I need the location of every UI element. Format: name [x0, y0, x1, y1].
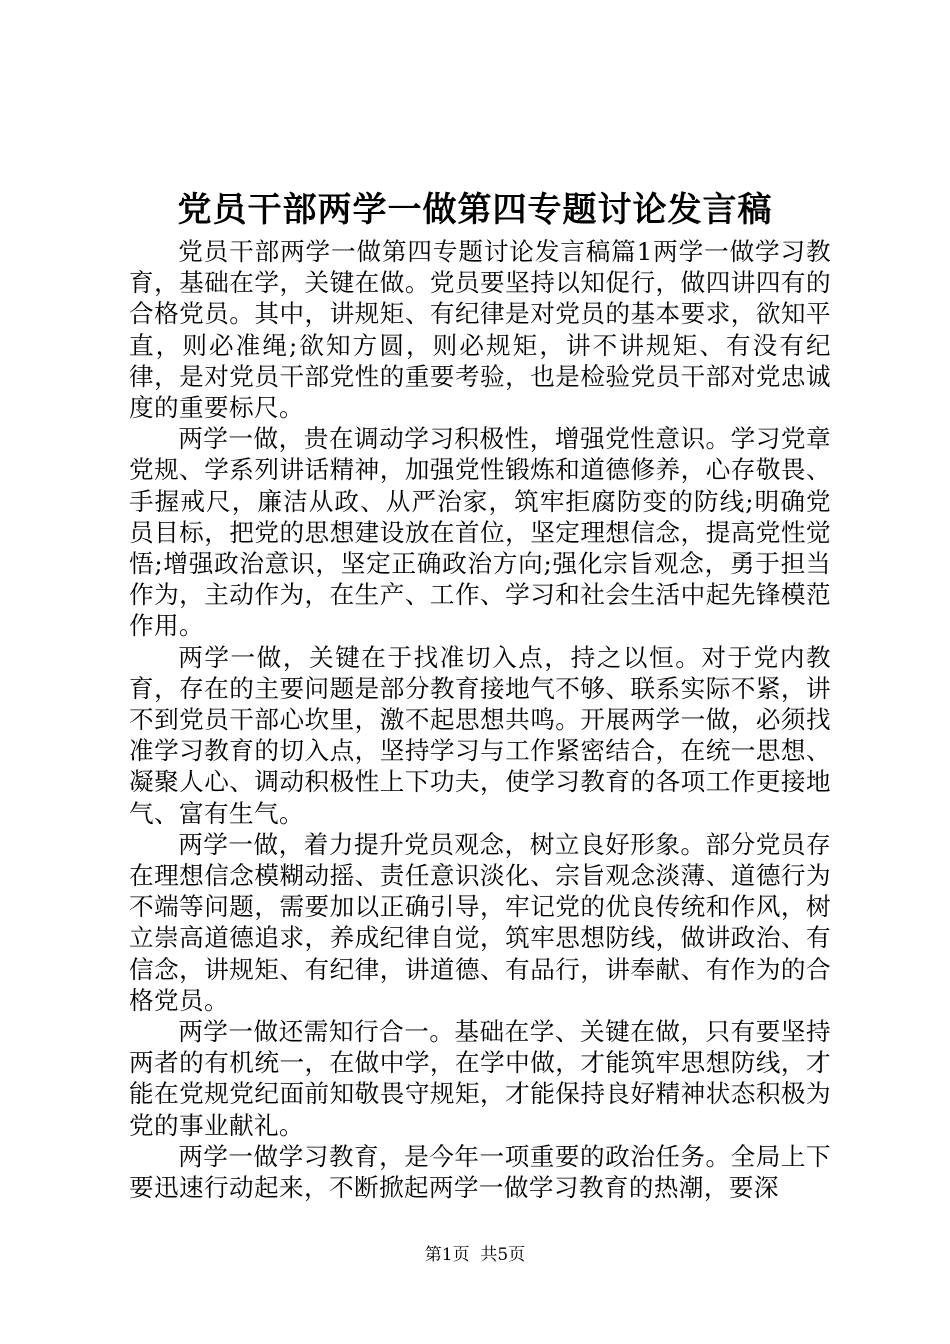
paragraph: 两学一做，关键在于找准切入点，持之以恒。对于党内教育，存在的主要问题是部分教育接地气不够、联系实际不紧，讲不到党员干部心坎里，激不起思想共鸣。开展两学一做，必须找准学习教育的切入点，坚持学习与工作紧密结合，在统一思想、凝聚人心、调动积极性上下功夫，使学习教育的各项工作更接地气、富有生气。 [129, 642, 831, 828]
paragraph: 党员干部两学一做第四专题讨论发言稿篇1两学一做学习教育，基础在学，关键在做。党员要坚持以知促行，做四讲四有的合格党员。其中，讲规矩、有纪律是对党员的基本要求，欲知平直，则必准绳;欲知方圆，则必规矩，讲不讲规矩、有没有纪律，是对党员干部党性的重要考验，也是检验党员干部对党忠诚度的重要标尺。 [129, 237, 831, 423]
paragraph: 两学一做学习教育，是今年一项重要的政治任务。全局上下要迅速行动起来，不断掀起两学一做学习教育的热潮，要深 [129, 1141, 831, 1203]
document-title: 党员干部两学一做第四专题讨论发言稿 [177, 190, 773, 230]
page-number: 第1页 [424, 1245, 470, 1265]
page-total: 共5页 [480, 1245, 526, 1265]
paragraph: 两学一做还需知行合一。基础在学、关键在做，只有要坚持两者的有机统一，在做中学，在学中做，才能筑牢思想防线，才能在党规党纪面前知敬畏守规矩，才能保持良好精神状态积极为党的事业献礼。 [129, 1017, 831, 1140]
document-body [129, 236, 831, 1203]
page-footer [0, 1243, 950, 1267]
footer-spacer [470, 1245, 481, 1265]
paragraph: 两学一做，贵在调动学习积极性，增强党性意识。学习党章党规、学系列讲话精神，加强党性锻炼和道德修养，心存敬畏、手握戒尺，廉洁从政、从严治家，筑牢拒腐防变的防线;明确党员目标，把党的思想建设放在首位，坚定理想信念，提高党性觉悟;增强政治意识，坚定正确政治方向;强化宗旨观念，勇于担当作为，主动作为，在生产、工作、学习和社会生活中起先锋模范作用。 [129, 424, 831, 641]
paragraph: 两学一做，着力提升党员观念，树立良好形象。部分党员存在理想信念模糊动摇、责任意识淡化、宗旨观念淡薄、道德行为不端等问题，需要加以正确引导，牢记党的优良传统和作风，树立崇高道德追求，养成纪律自觉，筑牢思想防线，做讲政治、有信念，讲规矩、有纪律，讲道德、有品行，讲奉献、有作为的合格党员。 [129, 829, 831, 1015]
